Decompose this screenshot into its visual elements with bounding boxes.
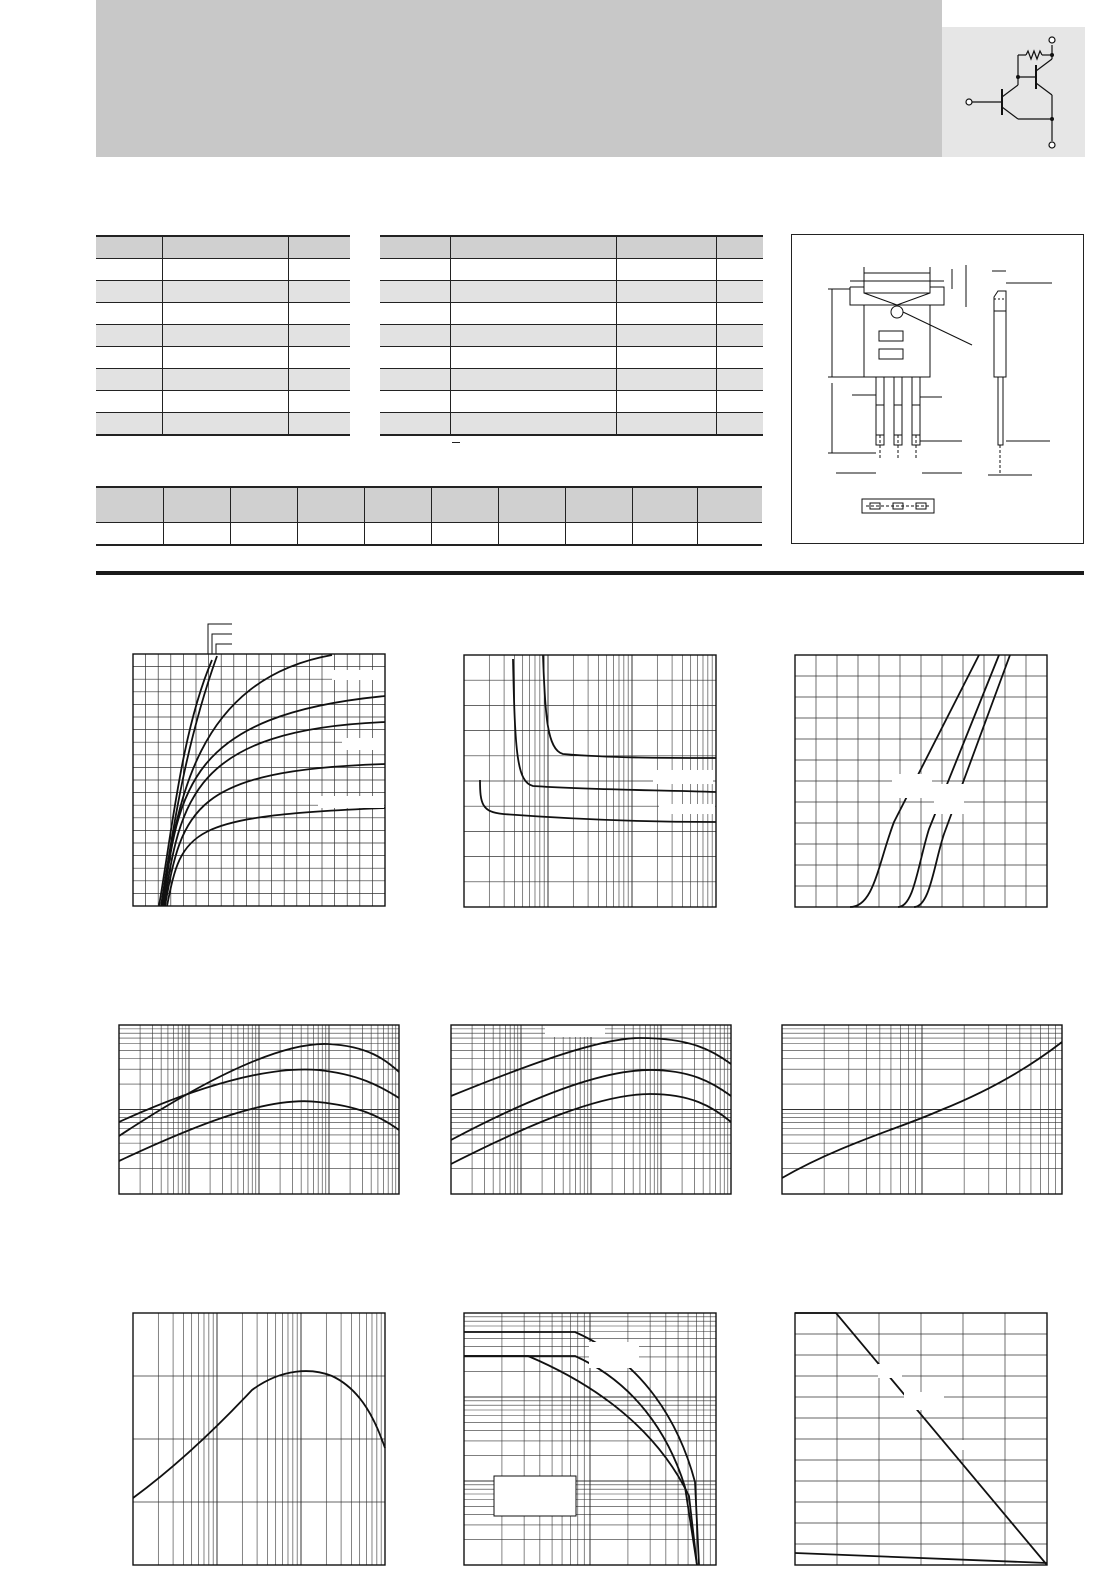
graph-pc-ta-derating [794,1312,1048,1566]
label-patch [653,770,713,784]
hfe-rank-table [96,486,762,546]
label-patch [659,804,715,814]
absolute-maximum-ratings-table [96,235,350,436]
graph-ic-vbe [794,654,1049,908]
table-header-row [96,487,762,523]
label-patch [878,1364,902,1378]
table-header-row [96,236,350,259]
label-patch [545,1025,605,1037]
package-outline-drawing [792,235,1085,545]
footnote-mark [452,442,460,443]
table-row [96,325,350,347]
curve-line [480,780,716,822]
header-title-band [96,0,942,157]
graph-hfe-ic-2 [450,1024,732,1195]
table-row [96,523,762,546]
legend-leader [216,644,232,654]
curve-line [464,1356,697,1565]
table-row [380,259,763,281]
table-row [96,391,350,413]
label-patch [332,670,386,680]
label-patch [318,796,384,808]
electrical-characteristics-table [380,235,763,436]
table-row [380,369,763,391]
condition-box [494,1476,576,1516]
table-row [380,413,763,436]
table-row [96,303,350,325]
section-divider [96,571,1084,575]
table-header-row [380,236,763,259]
curve-line [464,1332,699,1565]
table-row [380,347,763,369]
table-row [96,369,350,391]
table-row [96,347,350,369]
table-row [380,303,763,325]
graph-ft-ic [132,1312,386,1566]
package-outline-box [791,234,1084,544]
label-patch [934,784,964,814]
label-patch [342,738,386,750]
graph-hfe-ic-1 [118,1024,400,1195]
label-patch [892,774,932,798]
table-row [96,259,350,281]
graph-safe-operating-area [463,1312,717,1566]
graph-ic-vce [132,620,386,908]
curve-line [133,1371,385,1498]
curve-line [167,808,385,906]
table-row [380,391,763,413]
label-patch [904,1392,944,1410]
curve-line [464,1356,697,1565]
curve-line [543,655,716,758]
equivalent-circuit-symbol [942,27,1085,157]
graph-vce-ib [463,654,717,908]
table-row [96,413,350,436]
table-row [96,281,350,303]
label-patch [952,1440,988,1450]
label-patch [589,1342,639,1368]
graph-vce-sat-ic [781,1024,1063,1195]
curve-line [165,764,385,906]
table-row [380,325,763,347]
table-row [380,281,763,303]
darlington-circuit-icon [942,27,1085,157]
